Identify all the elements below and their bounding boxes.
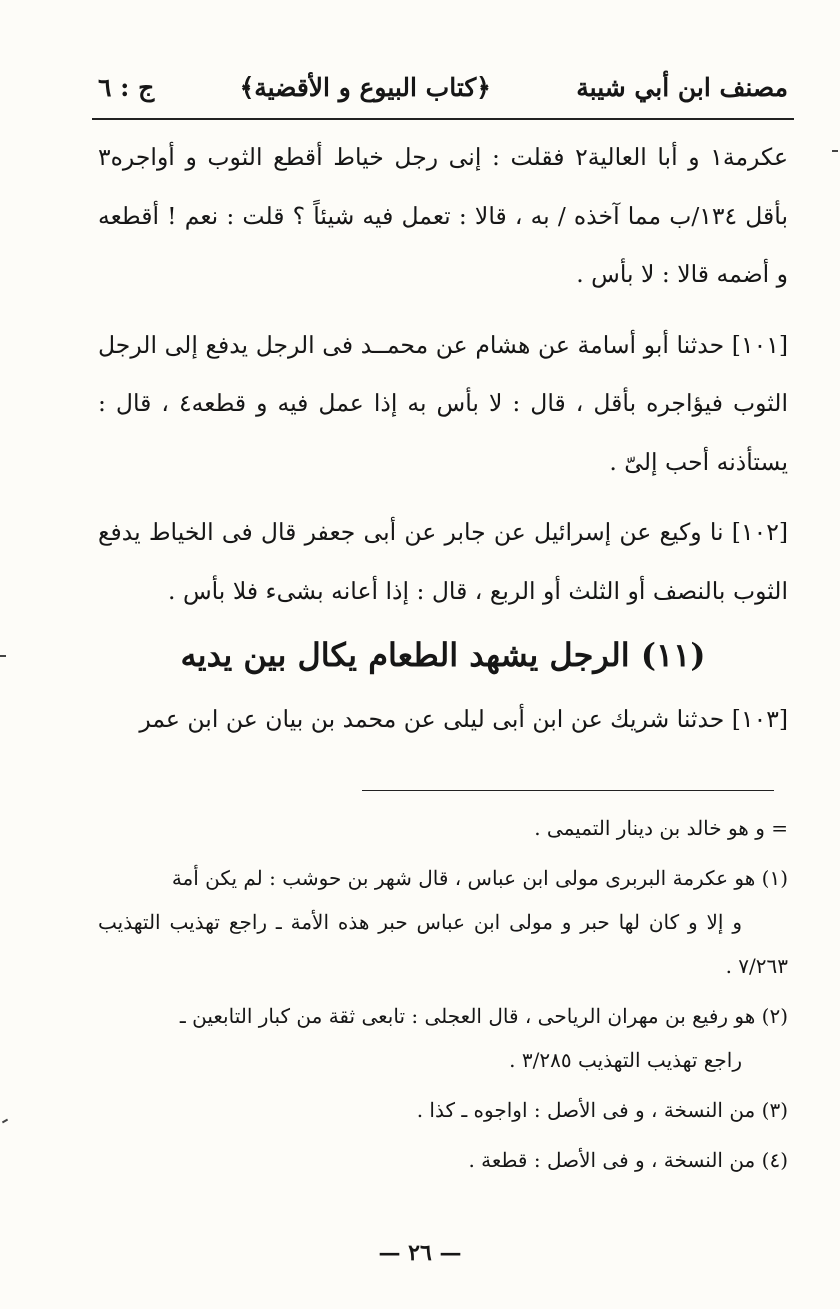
- hadith-101: [١٠١] حدثنا أبو أسامة عن هشام عن محمــد فى الرجل يدفع إلى الرجل الثوب فيؤاجره بأقل ، قال : لا بأس به إذا عمل فيه و قطعه٤ ، قال : يستأذنه أحب إلىّ .: [98, 330, 788, 476]
- margin-mark: [2, 1119, 8, 1124]
- book-title: مصنف ابن أبي شيبة: [576, 72, 788, 102]
- footnote-3: (٣) من النسخة ، و فى الأصل : اواجوه ـ كذا .: [416, 1098, 788, 1122]
- margin-mark: [832, 150, 838, 152]
- section-heading: (١١) الرجل يشهد الطعام يكال بين يديه: [180, 636, 706, 674]
- footnote-4: (٤) من النسخة ، و فى الأصل : قطعة .: [468, 1148, 788, 1172]
- main-text: [98, 128, 788, 749]
- footnote-1-line-1: (١) هو عكرمة البربرى مولى ابن عباس ، قال شهر بن حوشب : لم يكن أمة: [171, 866, 788, 890]
- hadith-102: [١٠٢] نا وكيع عن إسرائيل عن جابر عن أبى جعفر قال فى الخياط يدفع الثوب بالنصف أو الثلث أو الربع ، قال : إذا أعانه بشىء فلا بأس .: [98, 518, 788, 605]
- footnote-2-line-1: (٢) هو رفيع بن مهران الرياحى ، قال العجلى : تابعى ثقة من كبار التابعين ـ: [179, 1004, 788, 1028]
- footnote-rule: [362, 790, 774, 791]
- footnote-2: [98, 994, 788, 1082]
- footnote-1: [98, 856, 788, 988]
- header-rule: [92, 118, 794, 120]
- page-number: — ٢٦ —: [378, 1240, 462, 1266]
- hadith-103: [١٠٣] حدثنا شريك عن ابن أبى ليلى عن محمد بن بيان عن ابن عمر: [139, 705, 788, 733]
- footnote-2-line-2: راجع تهذيب التهذيب ٣/٢٨٥ .: [509, 1048, 742, 1072]
- footnote-1-line-2: و إلا و كان لها حبر و مولى ابن عباس حبر هذه الأمة ـ راجع تهذيب التهذيب ٧/٢٦٣ .: [98, 910, 788, 978]
- footnotes: [98, 806, 788, 1182]
- running-header: [98, 62, 788, 112]
- paragraph-continuation: عكرمة١ و أبا العالية٢ فقلت : إنى رجل خياط أقطع الثوب و أواجره٣ بأقل ١٣٤/ب مما آخذه / به ، قالا : تعمل فيه شيئاً ؟ قلت : نعم ! أقطعه و أضمه قالا : لا بأس .: [98, 143, 788, 288]
- chapter-title: ﴿كتاب البيوع و الأقضية﴾: [239, 72, 491, 102]
- margin-mark: [0, 655, 6, 657]
- volume-number: ج : ٦: [98, 72, 155, 102]
- footnote-continuation: = و هو خالد بن دينار التميمى .: [534, 816, 788, 840]
